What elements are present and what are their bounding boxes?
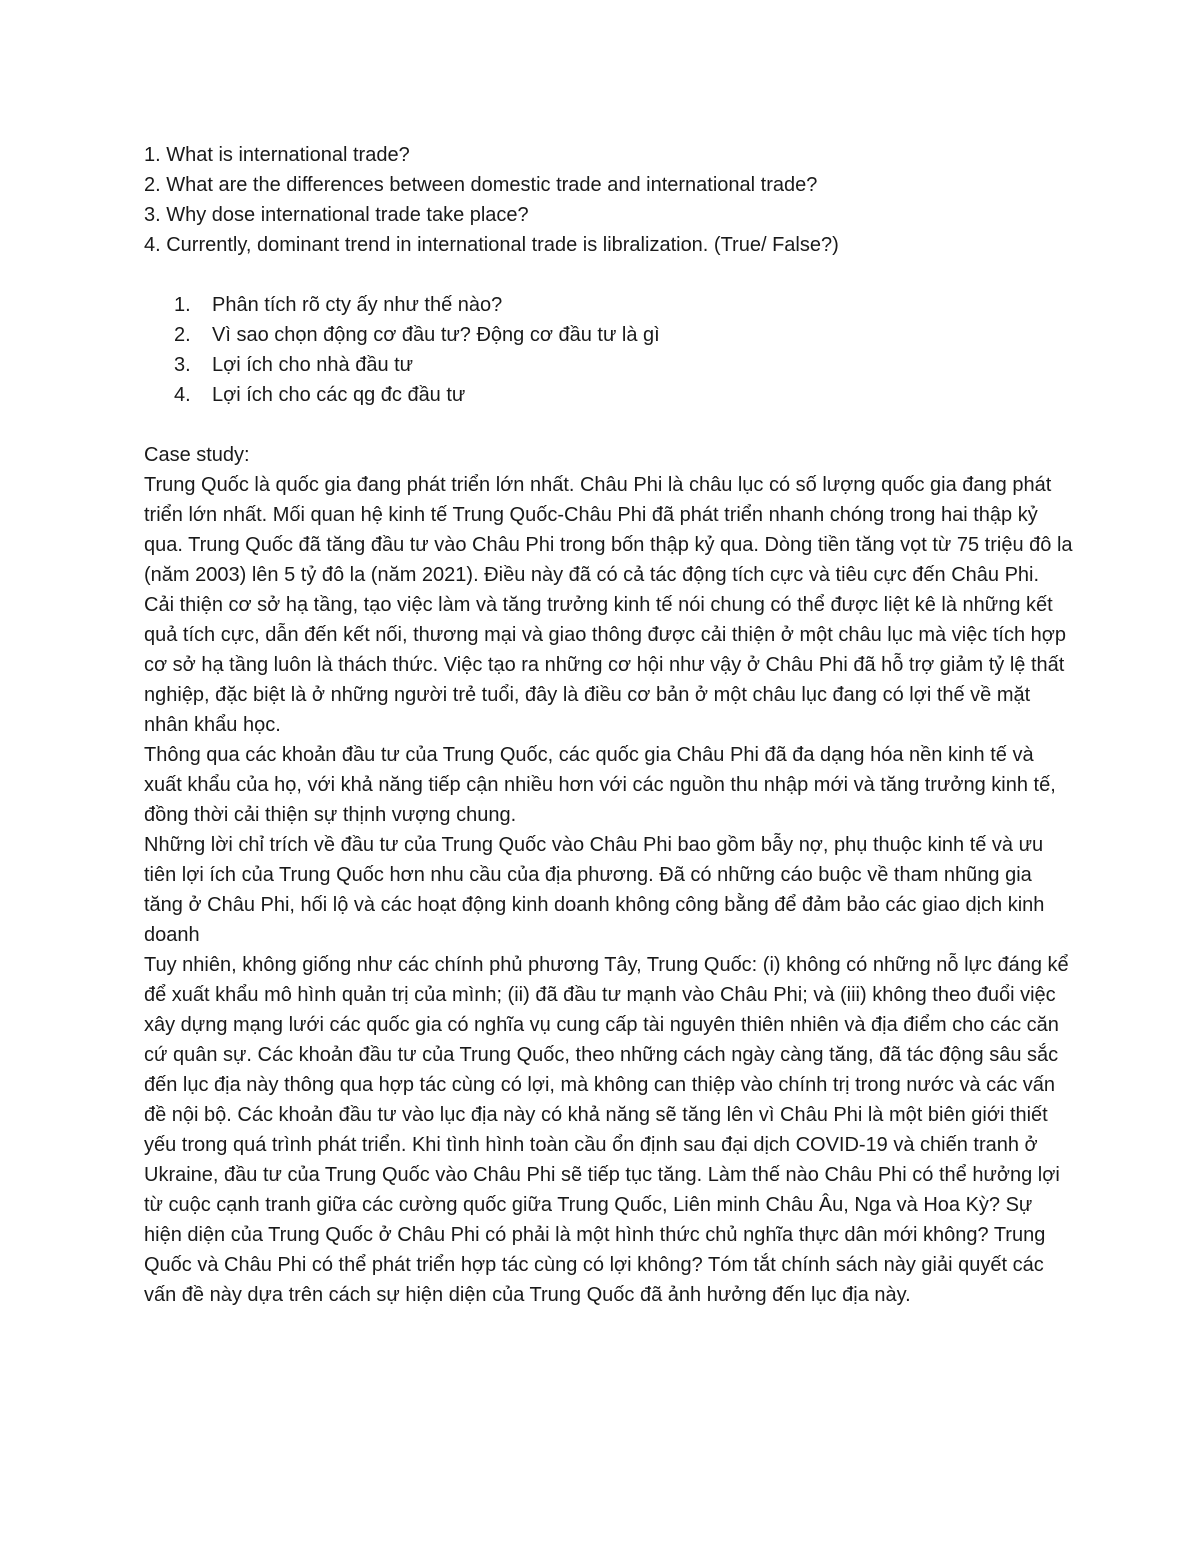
spacer <box>144 410 1074 440</box>
list-number: 4. <box>174 384 191 406</box>
list-text: Lợi ích cho nhà đầu tư <box>212 354 414 376</box>
question-en-4: 4. Currently, dominant trend in international trade is libralization. (True/ False?) <box>144 234 839 256</box>
question-vi-2 <box>144 320 1074 350</box>
document-page <box>144 140 1074 1310</box>
vietnamese-questions <box>144 290 1074 410</box>
question-vi-3 <box>144 350 1074 380</box>
case-study-paragraph-3: Những lời chỉ trích về đầu tư của Trung Quốc vào Châu Phi bao gồm bẫy nợ, phụ thuộc kinh tế và ưu tiên lợi ích của Trung Quốc hơn nhu cầu của địa phương. Đã có những cáo buộc về tham nhũng gia tăng ở Châu Phi, hối lộ và các hoạt động kinh doanh không công bằng để đảm bảo các giao dịch kinh doanh <box>144 834 1045 946</box>
case-study-heading: Case study: <box>144 444 250 466</box>
list-text: Lợi ích cho các qg đc đầu tư <box>212 384 466 406</box>
case-study-section <box>144 440 1074 1310</box>
case-study-paragraph-4: Tuy nhiên, không giống như các chính phủ phương Tây, Trung Quốc: (i) không có những nỗ lực đáng kể để xuất khẩu mô hình quản trị của mình; (ii) đã đầu tư mạnh vào Châu Phi; và (iii) không theo đuổi việc xây dựng mạng lưới các quốc gia có nghĩa vụ cung cấp tài nguyên thiên nhiên và địa điểm cho các căn cứ quân sự. Các khoản đầu tư của Trung Quốc, theo những cách ngày càng tăng, đã tác động sâu sắc đến lục địa này thông qua hợp tác cùng có lợi, mà không can thiệp vào chính trị trong nước và các vấn đề nội bộ. Các khoản đầu tư vào lục địa này có khả năng sẽ tăng lên vì Châu Phi là một biên giới thiết yếu trong quá trình phát triển. Khi tình hình toàn cầu ổn định sau đại dịch COVID-19 và chiến tranh ở Ukraine, đầu tư của Trung Quốc vào Châu Phi sẽ tiếp tục tăng. Làm thế nào Châu Phi có thể hưởng lợi từ cuộc cạnh tranh giữa các cường quốc giữa Trung Quốc, Liên minh Châu Âu, Nga và Hoa Kỳ? Sự hiện diện của Trung Quốc ở Châu Phi có phải là một hình thức chủ nghĩa thực dân mới không? Trung Quốc và Châu Phi có thể phát triển hợp tác cùng có lợi không? Tóm tắt chính sách này giải quyết các vấn đề này dựa trên cách sự hiện diện của Trung Quốc đã ảnh hưởng đến lục địa này. <box>144 954 1069 1306</box>
case-study-paragraph-2: Thông qua các khoản đầu tư của Trung Quốc, các quốc gia Châu Phi đã đa dạng hóa nền kinh tế và xuất khẩu của họ, với khả năng tiếp cận nhiều hơn với các nguồn thu nhập mới và tăng trưởng kinh tế, đồng thời cải thiện sự thịnh vượng chung. <box>144 744 1056 826</box>
question-en-3: 3. Why dose international trade take place? <box>144 204 529 226</box>
question-vi-4 <box>144 380 1074 410</box>
list-number: 2. <box>174 324 191 346</box>
english-questions <box>144 140 1074 260</box>
list-number: 3. <box>174 354 191 376</box>
question-en-2: 2. What are the differences between domestic trade and international trade? <box>144 174 818 196</box>
question-en-1: 1. What is international trade? <box>144 144 410 166</box>
list-text: Phân tích rõ cty ấy như thế nào? <box>212 294 503 316</box>
list-text: Vì sao chọn động cơ đầu tư? Động cơ đầu tư là gì <box>212 324 660 346</box>
question-vi-1 <box>144 290 1074 320</box>
spacer <box>144 260 1074 290</box>
list-number: 1. <box>174 294 191 316</box>
case-study-paragraph-1: Trung Quốc là quốc gia đang phát triển lớn nhất. Châu Phi là châu lục có số lượng quốc gia đang phát triển lớn nhất. Mối quan hệ kinh tế Trung Quốc-Châu Phi đã phát triển nhanh chóng trong hai thập kỷ qua. Trung Quốc đã tăng đầu tư vào Châu Phi trong bốn thập kỷ qua. Dòng tiền tăng vọt từ 75 triệu đô la (năm 2003) lên 5 tỷ đô la (năm 2021). Điều này đã có cả tác động tích cực và tiêu cực đến Châu Phi. Cải thiện cơ sở hạ tầng, tạo việc làm và tăng trưởng kinh tế nói chung có thể được liệt kê là những kết quả tích cực, dẫn đến kết nối, thương mại và giao thông được cải thiện ở một châu lục mà việc tích hợp cơ sở hạ tầng luôn là thách thức. Việc tạo ra những cơ hội như vậy ở Châu Phi đã hỗ trợ giảm tỷ lệ thất nghiệp, đặc biệt là ở những người trẻ tuổi, đây là điều cơ bản ở một châu lục đang có lợi thế về mặt nhân khẩu học. <box>144 474 1073 736</box>
